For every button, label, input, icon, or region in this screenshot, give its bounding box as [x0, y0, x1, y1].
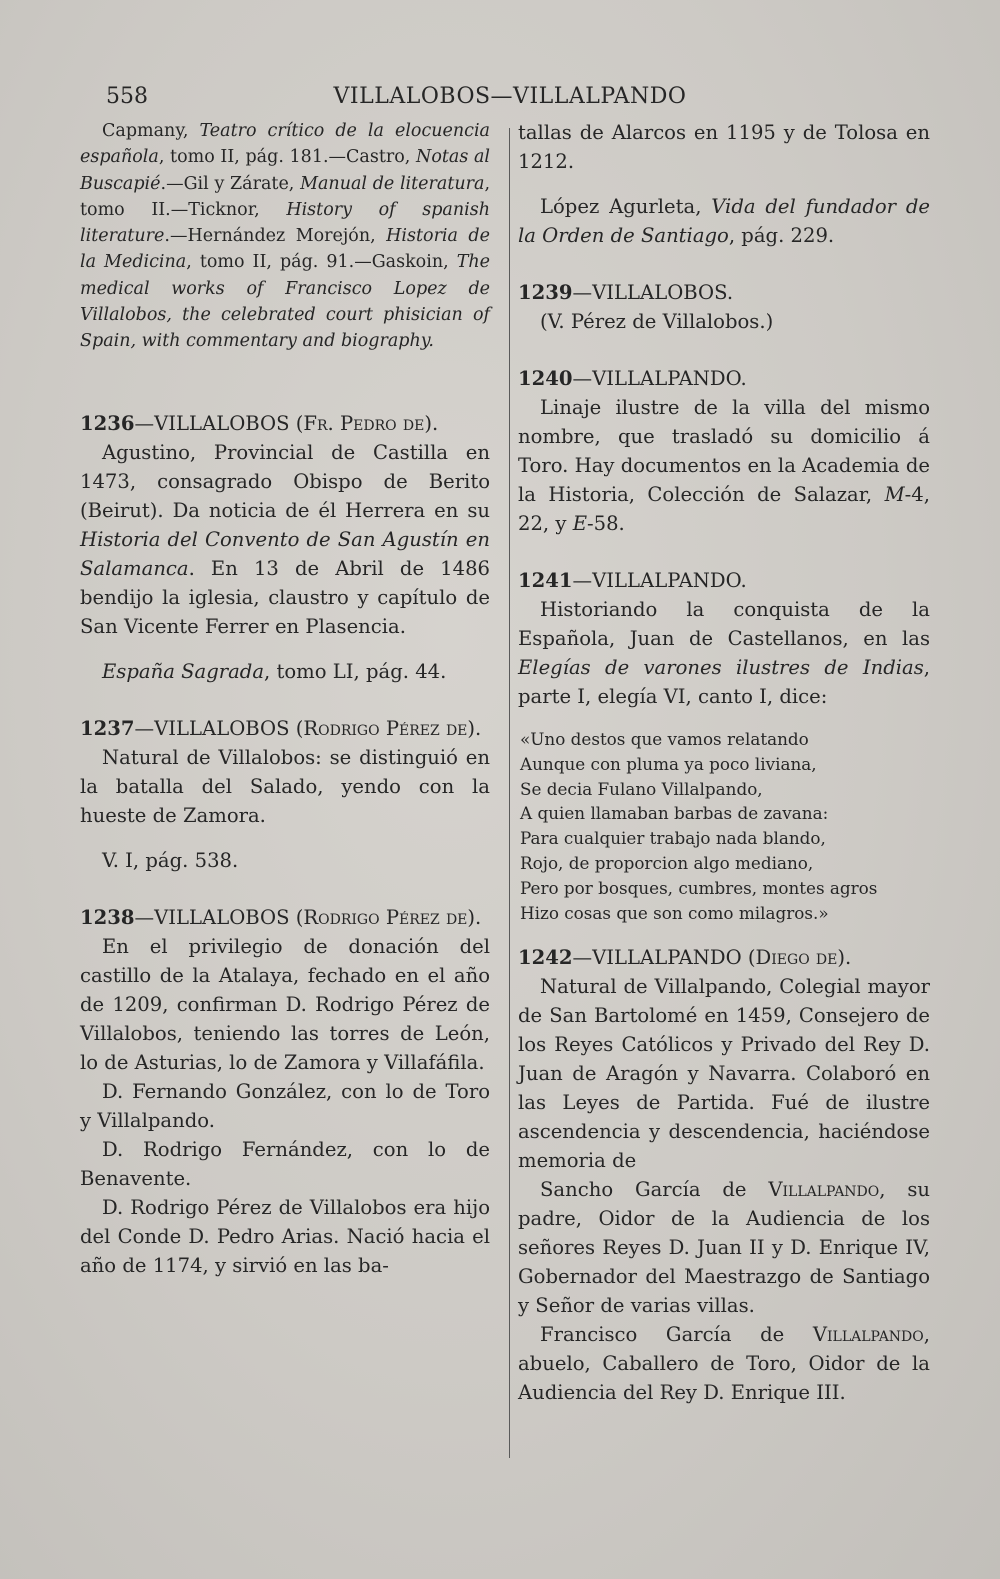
- entry-1237-reference: V. I, pág. 538.: [102, 848, 239, 872]
- entry-1236-body: Agustino, Provincial de Castilla en 1473, consagrado Obispo de Berito (Beirut). Da noticia de él Herrera en su Historia del Convento de San Agustín en Salamanca. En 13 de Abril de 1486 bendijo la iglesia, claustro y capítulo de San Vicente Ferrer en Plasencia.: [80, 440, 490, 638]
- entry-1238-paragraph-1: En el privilegio de donación del castillo de la Atalaya, fechado en el año de 1209, confirman D. Rodrigo Pérez de Villalobos, teniendo las torres de León, lo de Asturias, lo de Zamora y Villafáfila.: [80, 934, 490, 1074]
- entry-1240-body: Linaje ilustre de la villa del mismo nombre, que trasladó su domicilio á Toro. Hay documentos en la Academia de la Historia, Colección de Salazar, M-4, 22, y E-58.: [518, 396, 930, 535]
- entry-1236-reference: España Sagrada, tomo LI, pág. 44.: [102, 659, 447, 683]
- page-number: 558: [106, 84, 148, 109]
- running-head: [100, 84, 920, 114]
- verse-line: A quien llamaban barbas de zavana:: [520, 803, 829, 824]
- entry-1239-body: (V. Pérez de Villalobos.): [540, 310, 774, 333]
- entry-1237-body: Natural de Villalobos: se distinguió en la batalla del Salado, yendo con la hueste de Zamora.: [80, 745, 490, 827]
- left-column: [80, 118, 490, 1280]
- entry-1238-paragraph-2: D. Fernando González, con lo de Toro y Villalpando.: [80, 1079, 490, 1132]
- right-column: [518, 118, 930, 1407]
- spacer: [80, 355, 490, 381]
- entry-1237-heading: 1237—VILLALOBOS (Rodrigo Pérez de).: [80, 716, 482, 740]
- verse-line: Rojo, de proporcion algo mediano,: [520, 852, 814, 873]
- spacer: [80, 830, 490, 846]
- entry-1242-paragraph-3: Francisco García de Villalpando, abuelo, Caballero de Toro, Oidor de la Audiencia del Rey D. Enrique III.: [518, 1323, 930, 1405]
- spacer: [80, 641, 490, 657]
- entry-1239-heading: 1239—VILLALOBOS.: [518, 281, 734, 304]
- bibliography-continuation: Capmany, Teatro crítico de la elocuencia española, tomo II, pág. 181.—Castro, Notas al Buscapié.—Gil y Zárate, Manual de literatura, tomo II.—Ticknor, History of spanish literature.—Hernández Morejón, Historia de la Medicina, tomo II, pág. 91.—Gaskoin, The medical works of Francisco Lopez de Villalobos, the celebrated court phisician of Spain, with commentary and biography.: [80, 121, 491, 352]
- verse-line: Hizo cosas que son como milagros.»: [520, 902, 829, 923]
- entry-1238-reference: López Agurleta, Vida del fundador de la Orden de Santiago, pág. 229.: [518, 195, 930, 247]
- column-divider: [509, 128, 510, 1458]
- entry-1241-heading: 1241—VILLALPANDO.: [518, 569, 747, 592]
- entry-1238-heading: 1238—VILLALOBOS (Rodrigo Pérez de).: [80, 905, 482, 929]
- verse-line: Se decia Fulano Villalpando,: [520, 778, 763, 799]
- entry-1238-paragraph-4: D. Rodrigo Pérez de Villalobos era hijo del Conde D. Pedro Arias. Nació hacia el año de 1174, y sirvió en las ba-: [80, 1195, 490, 1277]
- verse-line: Pero por bosques, cumbres, montes agros: [520, 877, 878, 898]
- entry-1242-paragraph-1: Natural de Villalpando, Colegial mayor de San Bartolomé en 1459, Consejero de los Reyes Católicos y Privado del Rey D. Juan de Aragón y Navarra. Colaboró en las Leyes de Partida. Fué de ilustre ascendencia y descendencia, haciéndose memoria de: [518, 975, 930, 1173]
- entry-1240-heading: 1240—VILLALPANDO.: [518, 367, 747, 390]
- spacer: [518, 176, 930, 192]
- verse-line: Para cualquier trabajo nada blando,: [520, 828, 826, 849]
- entry-1241-body: Historiando la conquista de la Española, Juan de Castellanos, en las Elegías de varones ilustres de Indias, parte I, elegía VI, canto I, dice:: [518, 598, 930, 708]
- entry-1236-heading: 1236—VILLALOBOS (Fr. Pedro de).: [80, 411, 439, 435]
- entry-1238-paragraph-3: D. Rodrigo Fernández, con lo de Benavente.: [80, 1137, 490, 1190]
- entry-1242-heading: 1242—VILLALPANDO (Diego de).: [518, 946, 852, 970]
- page-heading: VILLALOBOS—VILLALPANDO: [333, 84, 687, 109]
- verse-line: «Uno destos que vamos relatando: [520, 729, 809, 749]
- verse-line: Aunque con pluma ya poco liviana,: [520, 753, 817, 774]
- verse-quotation: [518, 727, 930, 925]
- entry-1238-continuation: tallas de Alarcos en 1195 y de Tolosa en 1212.: [518, 121, 930, 173]
- entry-1242-paragraph-2: Sancho García de Villalpando, su padre, Oidor de la Audiencia de los señores Reyes D. Juan II y D. Enrique IV, Gobernador del Maestrazgo de Santiago y Señor de varias villas.: [518, 1178, 930, 1318]
